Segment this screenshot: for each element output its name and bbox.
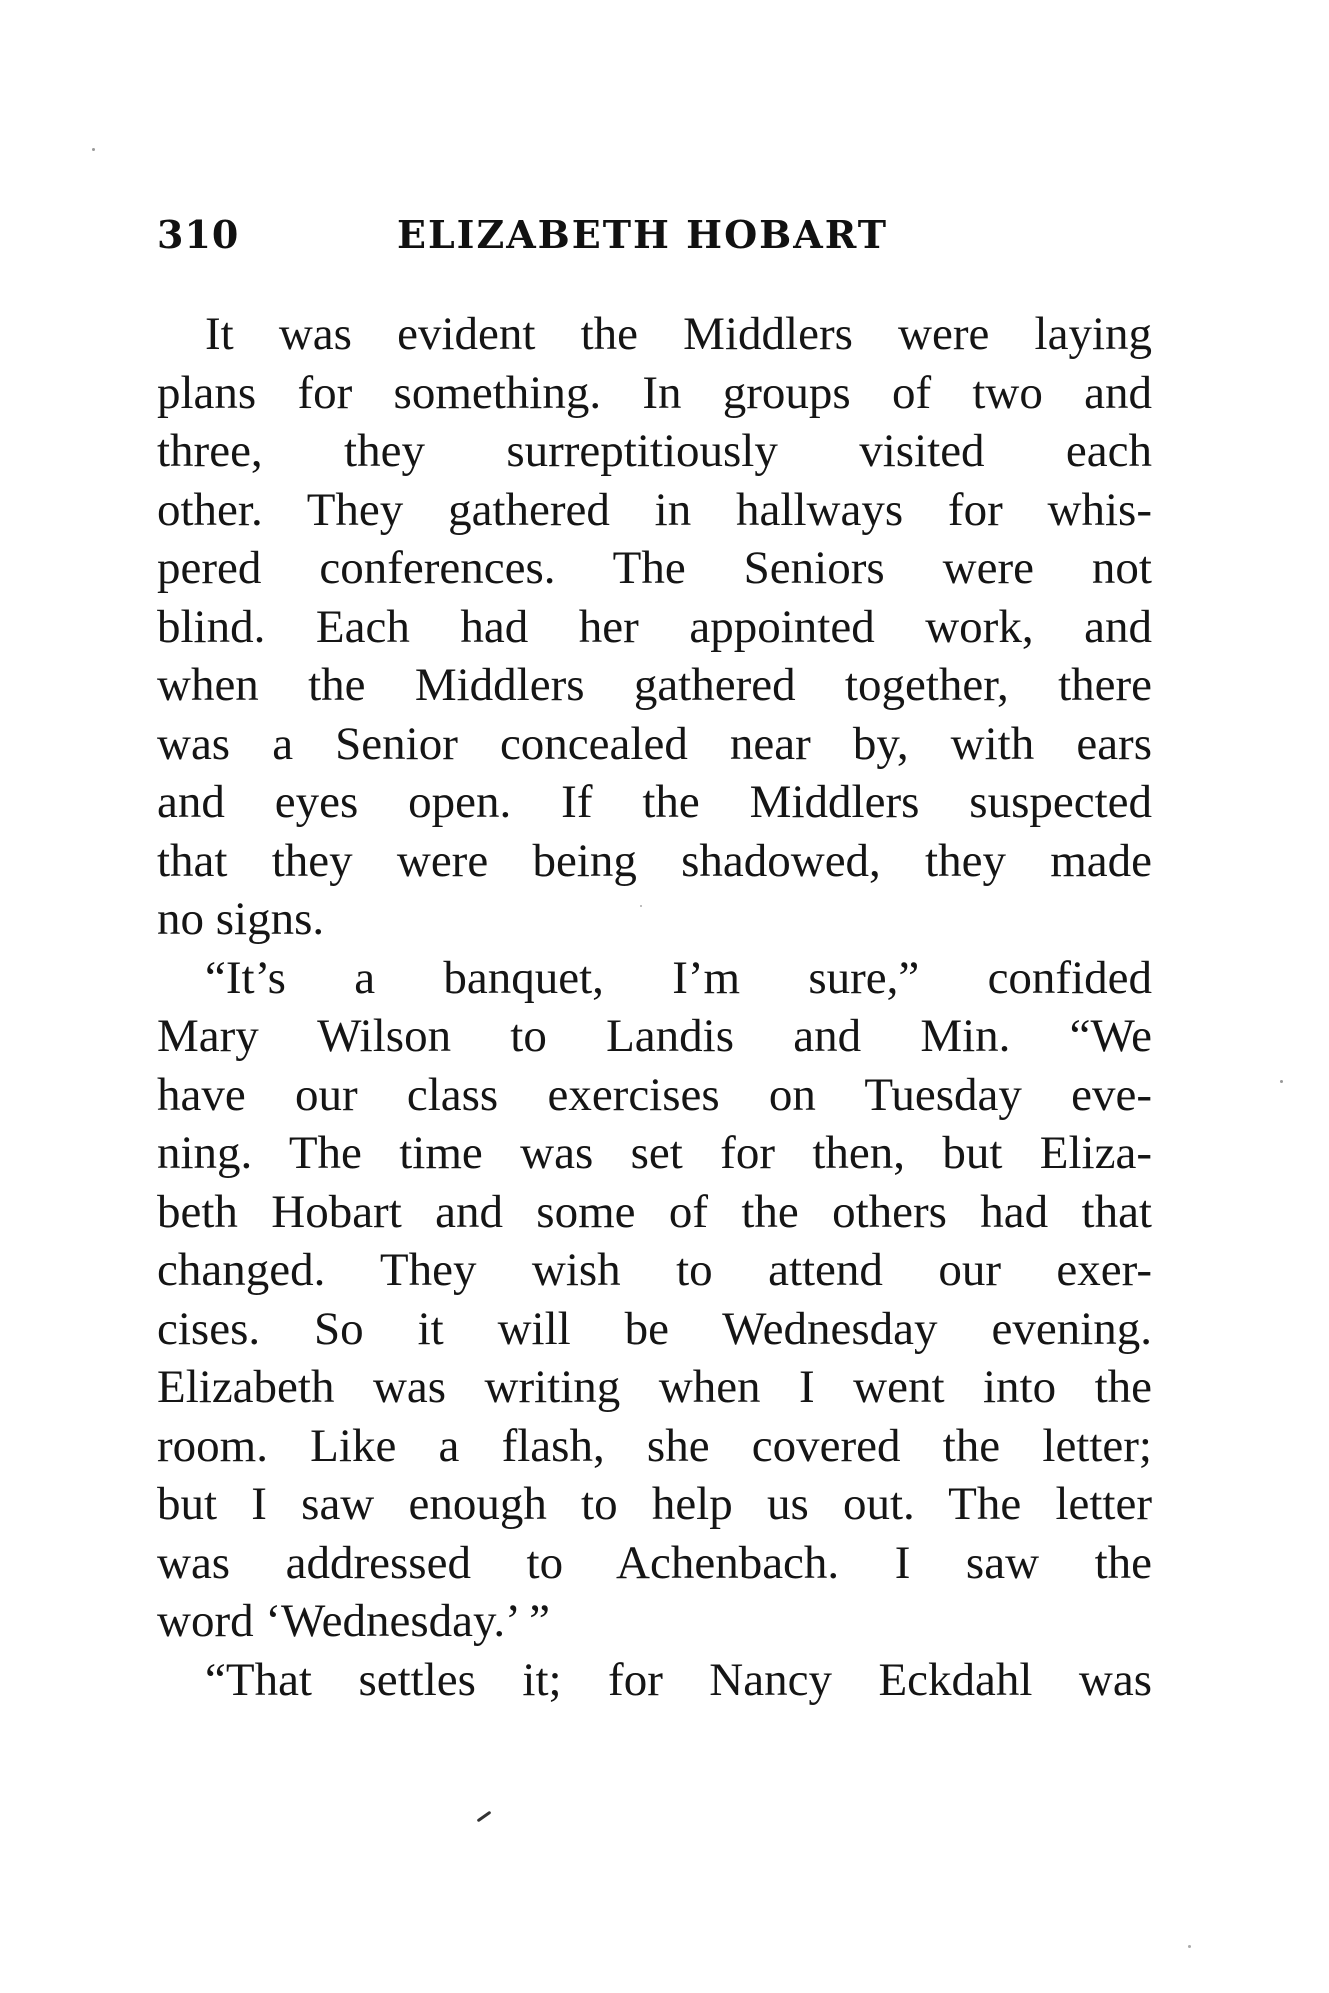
text-line: blind. Each had her appointed work, and [157, 600, 1152, 653]
text-line: “It’s a banquet, I’m sure,” confided [205, 951, 1152, 1004]
scan-speck [92, 148, 95, 151]
text-line: other. They gathered in hallways for whis- [157, 483, 1152, 536]
scan-speck [640, 905, 642, 907]
text-line: It was evident the Middlers were laying [205, 308, 1152, 360]
running-head [157, 212, 1157, 272]
text-line: beth Hobart and some of the others had that [157, 1185, 1152, 1238]
text-line: when the Middlers gathered together, there [157, 659, 1152, 711]
text-line: and eyes open. If the Middlers suspected [157, 776, 1152, 828]
text-line: room. Like a flash, she covered the letter; [157, 1419, 1152, 1472]
page-number: 310 [157, 212, 240, 257]
text-line: was a Senior concealed near by, with ears [157, 717, 1152, 770]
text-line: word ‘Wednesday.’ ” [157, 1595, 550, 1647]
text-line: “That settles it; for Nancy Eckdahl was [205, 1653, 1152, 1706]
text-line: no signs. [157, 893, 325, 945]
text-line: that they were being shadowed, they made [157, 834, 1152, 887]
text-line: have our class exercises on Tuesday eve- [157, 1068, 1152, 1121]
text-line: pered conferences. The Seniors were not [157, 542, 1152, 594]
text-line: but I saw enough to help us out. The letter [157, 1478, 1152, 1530]
scan-speck [1280, 1080, 1283, 1083]
scan-speck [477, 1811, 492, 1823]
text-line: Mary Wilson to Landis and Min. “We [157, 1010, 1152, 1062]
text-line: was addressed to Achenbach. I saw the [157, 1536, 1152, 1589]
running-title: ELIZABETH HOBART [397, 212, 888, 257]
text-line: Elizabeth was writing when I went into the [157, 1361, 1152, 1413]
text-line: changed. They wish to attend our exer- [157, 1244, 1152, 1296]
body-text [157, 305, 1152, 1709]
scan-speck [1188, 1945, 1191, 1948]
text-line: cises. So it will be Wednesday evening. [157, 1302, 1152, 1355]
text-line: plans for something. In groups of two and [157, 366, 1152, 419]
text-line: three, they surreptitiously visited each [157, 425, 1152, 477]
text-line: ning. The time was set for then, but Eliza- [157, 1127, 1152, 1179]
